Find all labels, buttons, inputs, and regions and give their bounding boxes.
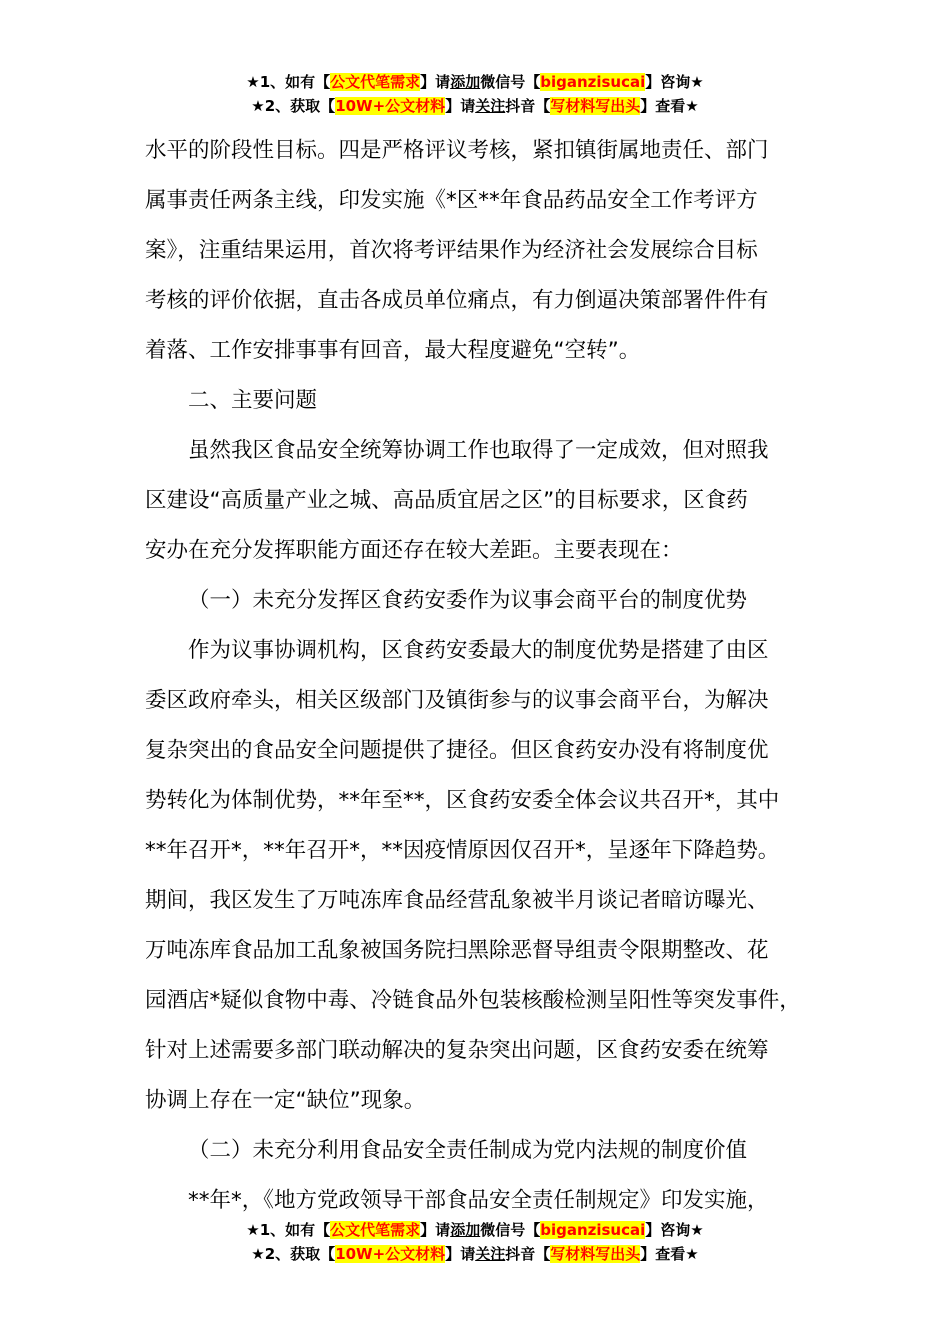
text-line: 势转化为体制优势，**年至**，区食药安委全体会议共召开*，其中 bbox=[145, 788, 780, 813]
text-line: 案》，注重结果运用，首次将考评结果作为经济社会发展综合目标 bbox=[145, 238, 758, 263]
text-line: **年*，《地方党政领导干部食品安全责任制规定》印发实施， bbox=[188, 1188, 769, 1213]
subsection-heading: （二）未充分利用食品安全责任制成为党内法规的制度价值 bbox=[188, 1138, 748, 1163]
banner-text: 】咨询★ bbox=[645, 1221, 704, 1239]
text-line: 期间，我区发生了万吨冻库食品经营乱象被半月谈记者暗访曝光、 bbox=[145, 888, 769, 913]
highlight-text: 写材料写出头 bbox=[550, 97, 641, 115]
text-line: 协调上存在一定“缺位”现象。 bbox=[145, 1088, 426, 1113]
banner-line-1 bbox=[0, 70, 950, 94]
banner-text: 】查看★ bbox=[640, 97, 699, 115]
text-line: **年召开*，**年召开*，**因疫情原因仅召开*，呈逐年下降趋势。 bbox=[145, 838, 780, 863]
text-line: 水平的阶段性目标。四是严格评议考核，紧扣镇街属地责任、部门 bbox=[145, 138, 769, 163]
banner-text: 】请 bbox=[420, 73, 451, 91]
underlined-text: 关注 bbox=[475, 1245, 506, 1263]
text-line: 安办在充分发挥职能方面还存在较大差距。主要表现在： bbox=[145, 538, 683, 563]
banner-text: 微信号【 bbox=[480, 1221, 541, 1239]
banner-text: 抖音【 bbox=[505, 1245, 551, 1263]
underlined-text: 添加 bbox=[450, 73, 481, 91]
highlight-text: biganzisucai bbox=[540, 73, 646, 91]
footer-banner bbox=[0, 1218, 950, 1266]
text-line: 虽然我区食品安全统筹协调工作也取得了一定成效，但对照我 bbox=[188, 438, 769, 463]
banner-text: 抖音【 bbox=[505, 97, 551, 115]
text-line: 万吨冻库食品加工乱象被国务院扫黑除恶督导组责令限期整改、花 bbox=[145, 938, 769, 963]
banner-text: 微信号【 bbox=[480, 73, 541, 91]
text-line: 复杂突出的食品安全问题提供了捷径。但区食药安办没有将制度优 bbox=[145, 738, 769, 763]
text-line: 作为议事协调机构，区食药安委最大的制度优势是搭建了由区 bbox=[188, 638, 769, 663]
text-line: 园酒店*疑似食物中毒、冷链食品外包装核酸检测呈阳性等突发事件， bbox=[145, 988, 801, 1013]
text-line: 考核的评价依据，直击各成员单位痛点，有力倒逼决策部署件件有 bbox=[145, 288, 769, 313]
banner-text: ★2、获取【 bbox=[251, 97, 336, 115]
highlight-text: 写材料写出头 bbox=[550, 1245, 641, 1263]
highlight-text: 10W+公文材料 bbox=[335, 97, 446, 115]
banner-text: ★1、如有【 bbox=[246, 1221, 331, 1239]
underlined-text: 关注 bbox=[475, 97, 506, 115]
document-body bbox=[145, 126, 825, 1226]
banner-text: 】咨询★ bbox=[645, 73, 704, 91]
header-banner bbox=[0, 70, 950, 118]
text-line: 针对上述需要多部门联动解决的复杂突出问题，区食药安委在统筹 bbox=[145, 1038, 769, 1063]
subsection-heading: （一）未充分发挥区食药安委作为议事会商平台的制度优势 bbox=[188, 588, 748, 613]
text-line: 委区政府牵头，相关区级部门及镇街参与的议事会商平台，为解决 bbox=[145, 688, 769, 713]
text-line: 着落、工作安排事事有回音，最大程度避免“空转”。 bbox=[145, 338, 641, 363]
banner-line-2 bbox=[0, 94, 950, 118]
banner-text: 】请 bbox=[420, 1221, 451, 1239]
section-heading: 二、主要问题 bbox=[188, 388, 318, 413]
banner-line-2 bbox=[0, 1242, 950, 1266]
highlight-text: biganzisucai bbox=[540, 1221, 646, 1239]
banner-text: 】请 bbox=[445, 97, 476, 115]
highlight-text: 10W+公文材料 bbox=[335, 1245, 446, 1263]
banner-text: 】请 bbox=[445, 1245, 476, 1263]
banner-text: ★2、获取【 bbox=[251, 1245, 336, 1263]
banner-line-1 bbox=[0, 1218, 950, 1242]
highlight-text: 公文代笔需求 bbox=[330, 73, 421, 91]
text-line: 区建设“高质量产业之城、高品质宜居之区”的目标要求，区食药 bbox=[145, 488, 748, 513]
banner-text: 】查看★ bbox=[640, 1245, 699, 1263]
banner-text: ★1、如有【 bbox=[246, 73, 331, 91]
highlight-text: 公文代笔需求 bbox=[330, 1221, 421, 1239]
text-line: 属事责任两条主线，印发实施《*区**年食品药品安全工作考评方 bbox=[145, 188, 758, 213]
underlined-text: 添加 bbox=[450, 1221, 481, 1239]
